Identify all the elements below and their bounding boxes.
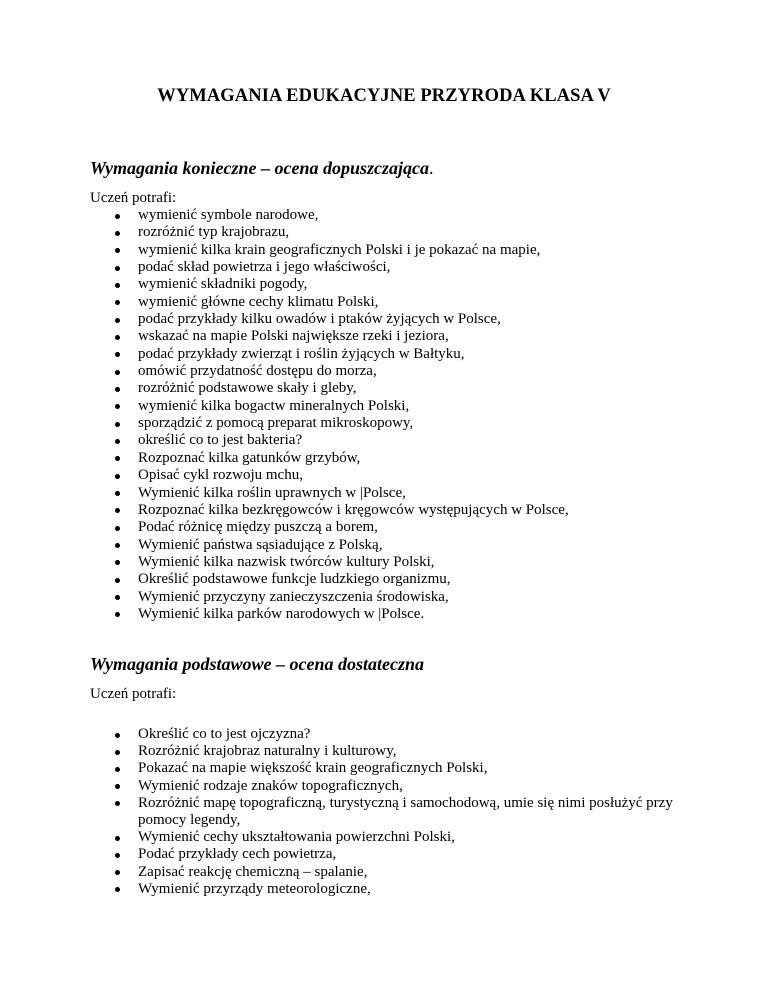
- bullet-icon: [115, 422, 120, 427]
- bullet-icon: [115, 836, 120, 841]
- bullet-icon: [115, 214, 120, 219]
- list-item-text: podać przykłady kilku owadów i ptaków żyjących w Polsce,: [138, 311, 501, 328]
- bullet-icon: [115, 439, 120, 444]
- requirements-list-konieczne: [90, 207, 690, 623]
- section-heading-podstawowe: [90, 654, 424, 675]
- bullet-icon: [115, 801, 120, 806]
- section-heading-suffix: .: [429, 158, 434, 178]
- list-item: [90, 485, 690, 502]
- bullet-icon: [115, 318, 120, 323]
- list-item-text: określić co to jest bakteria?: [138, 432, 303, 449]
- list-item: [90, 778, 690, 795]
- bullet-icon: [115, 335, 120, 340]
- list-item: [90, 415, 690, 432]
- bullet-icon: [115, 370, 120, 375]
- list-item: [90, 606, 690, 623]
- list-item-text: Wymienić kilka nazwisk twórców kultury Polski,: [138, 553, 435, 570]
- list-item: [90, 864, 690, 881]
- list-item: [90, 311, 690, 328]
- list-item-text: Wymienić cechy ukształtowania powierzchni Polski,: [138, 829, 455, 846]
- list-item-text: Rozpoznać kilka bezkręgowców i kręgowców występujących w Polsce,: [138, 501, 569, 518]
- list-item: [90, 259, 690, 276]
- list-item-text: rozróżnić podstawowe skały i gleby,: [138, 380, 357, 397]
- bullet-icon: [115, 283, 120, 288]
- list-item: [90, 224, 690, 241]
- list-item: [90, 467, 690, 484]
- list-item-text: sporządzić z pomocą preparat mikroskopowy,: [138, 415, 414, 432]
- bullet-icon: [115, 474, 120, 479]
- bullet-icon: [115, 887, 120, 892]
- list-item-text: Podać przykłady cech powietrza,: [138, 846, 337, 863]
- section-heading-konieczne: [90, 158, 434, 179]
- list-item-text: Wymienić państwa sąsiadujące z Polską,: [138, 536, 383, 553]
- list-item-text: wymienić symbole narodowe,: [138, 207, 319, 223]
- list-item: [90, 881, 690, 898]
- list-item-text: Wymienić przyczyny zanieczyszczenia środowiska,: [138, 588, 449, 605]
- list-item: [90, 276, 690, 293]
- bullet-icon: [115, 733, 120, 738]
- section-heading-text: Wymagania podstawowe – ocena dostateczna: [90, 654, 425, 674]
- bullet-icon: [115, 767, 120, 772]
- bullet-icon: [115, 543, 120, 548]
- requirements-list-podstawowe: [90, 726, 690, 898]
- bullet-icon: [115, 870, 120, 875]
- list-item: [90, 294, 690, 311]
- list-item: [90, 242, 690, 259]
- bullet-icon: [115, 456, 120, 461]
- list-item: [90, 363, 690, 380]
- bullet-icon: [115, 526, 120, 531]
- list-item-text: wymienić główne cechy klimatu Polski,: [138, 293, 379, 310]
- list-item-text: rozróżnić typ krajobrazu,: [138, 224, 290, 241]
- list-item: [90, 432, 690, 449]
- list-item-text: Wymienić kilka parków narodowych w |Polsce.: [138, 605, 425, 622]
- list-item-text: wymienić kilka krain geograficznych Polski i je pokazać na mapie,: [138, 241, 541, 258]
- list-item-text: Podać różnicę między puszczą a borem,: [138, 519, 378, 536]
- bullet-icon: [115, 508, 120, 513]
- list-item: [90, 537, 690, 554]
- bullet-icon: [115, 750, 120, 755]
- list-item-text: Rozpoznać kilka gatunków grzybów,: [138, 449, 361, 466]
- list-item: [90, 502, 690, 519]
- list-item-text: omówić przydatność dostępu do morza,: [138, 363, 377, 380]
- list-item-text: Wymienić przyrządy meteorologiczne,: [138, 880, 371, 897]
- list-item-text: Wymienić kilka roślin uprawnych w |Polsce,: [138, 484, 406, 501]
- bullet-icon: [115, 491, 120, 496]
- bullet-icon: [115, 300, 120, 305]
- list-item-text: wymienić składniki pogody,: [138, 276, 308, 293]
- section-heading-text: Wymagania konieczne – ocena dopuszczająca: [90, 158, 430, 178]
- section-intro: Uczeń potrafi:: [90, 190, 177, 206]
- list-item: [90, 795, 690, 829]
- bullet-icon: [115, 404, 120, 409]
- list-item: [90, 829, 690, 846]
- list-item: [90, 380, 690, 397]
- bullet-icon: [115, 578, 120, 583]
- list-item: [90, 571, 690, 588]
- document-title: WYMAGANIA EDUKACYJNE PRZYRODA KLASA V: [157, 86, 611, 106]
- list-item: [90, 450, 690, 467]
- list-item-text: podać przykłady zwierząt i roślin żyjących w Bałtyku,: [138, 345, 465, 362]
- bullet-icon: [115, 560, 120, 565]
- list-item-text: Rozróżnić krajobraz naturalny i kulturowy,: [138, 743, 397, 760]
- list-item: [90, 846, 690, 863]
- section-intro: Uczeń potrafi:: [90, 686, 177, 702]
- list-item: [90, 589, 690, 606]
- list-item: [90, 743, 690, 760]
- bullet-icon: [115, 387, 120, 392]
- list-item-text: Wymienić rodzaje znaków topograficznych,: [138, 777, 403, 794]
- list-item-text: wskazać na mapie Polski największe rzeki i jeziora,: [138, 328, 449, 345]
- bullet-icon: [115, 266, 120, 271]
- bullet-icon: [115, 231, 120, 236]
- bullet-icon: [115, 784, 120, 789]
- list-item-text: Rozróżnić mapę topograficzną, turystyczną i samochodową, umie się nimi posłużyć przy pomocy legendy,: [138, 794, 673, 829]
- bullet-icon: [115, 612, 120, 617]
- list-item: [90, 519, 690, 536]
- list-item-text: Opisać cykl rozwoju mchu,: [138, 467, 303, 484]
- list-item-text: Pokazać na mapie większość krain geograficznych Polski,: [138, 760, 488, 777]
- list-item-text: Określić co to jest ojczyzna?: [138, 726, 311, 742]
- bullet-icon: [115, 352, 120, 357]
- list-item-text: Zapisać reakcję chemiczną – spalanie,: [138, 863, 368, 880]
- list-item: [90, 328, 690, 345]
- list-item: [90, 726, 690, 743]
- list-item: [90, 760, 690, 777]
- list-item: [90, 554, 690, 571]
- list-item-text: Określić podstawowe funkcje ludzkiego organizmu,: [138, 571, 451, 588]
- list-item: [90, 398, 690, 415]
- bullet-icon: [115, 853, 120, 858]
- list-item: [90, 207, 690, 224]
- list-item-text: podać skład powietrza i jego właściwości,: [138, 259, 391, 276]
- bullet-icon: [115, 595, 120, 600]
- bullet-icon: [115, 248, 120, 253]
- list-item-text: wymienić kilka bogactw mineralnych Polski,: [138, 397, 410, 414]
- list-item: [90, 346, 690, 363]
